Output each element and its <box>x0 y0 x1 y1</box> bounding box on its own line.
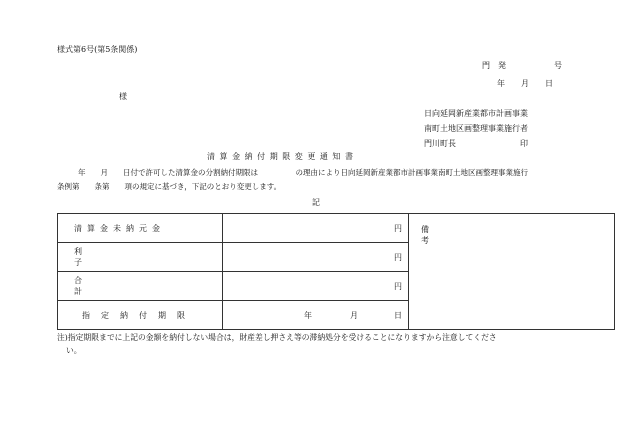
value-unpaid-principal: 円 <box>223 214 409 243</box>
issue-date: 年 月 日 <box>497 79 553 88</box>
seal-mark: 印 <box>520 139 528 148</box>
label-interest: 利子 <box>58 243 223 272</box>
form-number: 様式第6号(第5条関係) <box>57 45 138 54</box>
settlement-table <box>57 213 615 330</box>
due-month: 月 <box>350 310 358 320</box>
remarks-cell <box>409 214 615 330</box>
note-line-1: 注)指定期限までに上記の金額を納付しない場合は，財産差し押さえ等の滞納処分を受けることになりますから注意してくださ <box>57 333 497 342</box>
ki-heading: 記 <box>312 198 320 207</box>
remarks-header: 備考 <box>421 225 569 245</box>
sender-project: 日向延岡新産業都市計画事業 <box>424 109 528 118</box>
sender-mayor: 門川町長 <box>424 139 456 148</box>
table-row <box>58 214 615 243</box>
note-line-2: い。 <box>66 346 82 355</box>
value-interest: 円 <box>223 243 409 272</box>
value-due-date <box>223 301 409 330</box>
issue-number: 門 発 号 <box>482 61 562 70</box>
label-due-date: 指定納付期限 <box>58 301 223 330</box>
body-line-2: 条例第 条第 項の規定に基づき，下記のとおり変更します。 <box>57 182 282 191</box>
label-unpaid-principal: 清算金未納元金 <box>58 214 223 243</box>
document-title: 清 算 金 納 付 期 限 変 更 通 知 書 <box>207 152 354 161</box>
due-day: 日 <box>394 310 402 320</box>
body-line-1: 年 月 日付で許可した清算金の分割納付期限は の理由により日向延岡新産業都市計画事業南町土地区画整理事業施行 <box>78 168 528 177</box>
sender-implementer: 南町土地区画整理事業施行者 <box>424 124 528 133</box>
due-year: 年 <box>304 310 312 320</box>
label-total: 合計 <box>58 272 223 301</box>
value-total: 円 <box>223 272 409 301</box>
addressee-suffix: 様 <box>119 92 127 101</box>
